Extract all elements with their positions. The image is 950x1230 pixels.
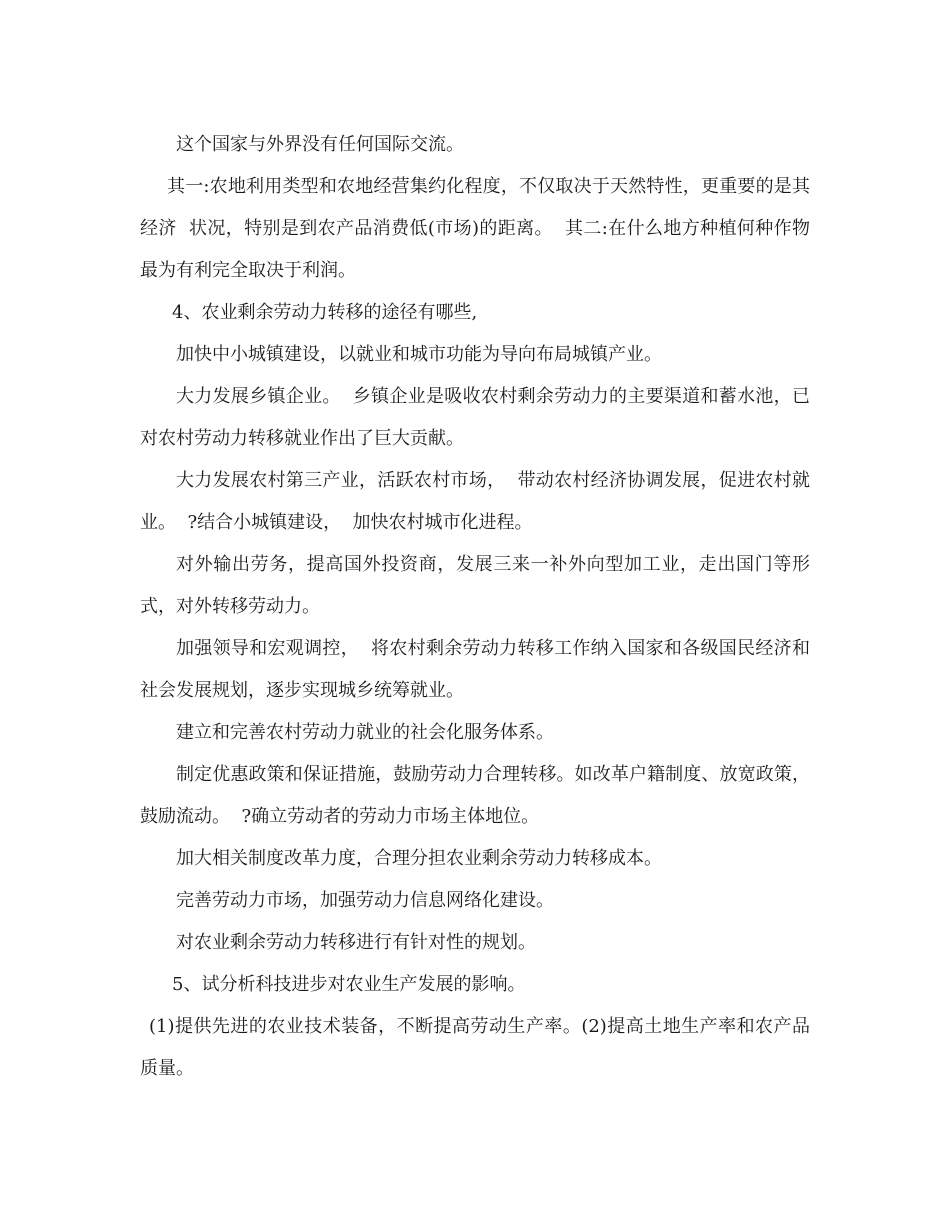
paragraph-macro-control: 加强领导和宏观调控， 将农村剩余劳动力转移工作纳入国家和各级国民经济和社会发展规划，逐步实现城乡统筹就业。 — [140, 638, 810, 701]
paragraph-small-towns: 加快中小城镇建设，以就业和城市功能为导向布局城镇产业。 — [176, 344, 662, 365]
paragraph-land-use: 其一:农地利用类型和农地经营集约化程度，不仅取决于天然特性，更重要的是其经济 状况，特别是到农产品消费低(市场)的距离。 其二:在什么地方种植何种作物最为有利完全取决于利润。 — [140, 176, 810, 281]
paragraph-institutional-reform: 加大相关制度改革力度，合理分担农业剩余劳动力转移成本。 — [176, 848, 662, 869]
document-body — [140, 124, 810, 1090]
question-4-heading: 4、农业剩余劳动力转移的途径有哪些, — [172, 302, 478, 323]
paragraph-township-enterprises: 大力发展乡镇企业。 乡镇企业是吸收农村剩余劳动力的主要渠道和蓄水池，已对农村劳动力转移就业作出了巨大贡献。 — [140, 386, 810, 449]
paragraph-no-exchange: 这个国家与外界没有任何国际交流。 — [176, 134, 464, 155]
paragraph-labor-market: 完善劳动力市场，加强劳动力信息网络化建设。 — [176, 890, 554, 911]
paragraph-service-system: 建立和完善农村劳动力就业的社会化服务体系。 — [176, 722, 554, 743]
paragraph-tertiary-industry: 大力发展农村第三产业，活跃农村市场， 带动农村经济协调发展，促进农村就业。 ?结合小城镇建设， 加快农村城市化进程。 — [140, 470, 810, 533]
paragraph-tech-impact: (1)提供先进的农业技术装备，不断提高劳动生产率。(2)提高土地生产率和农产品质量。 — [140, 1016, 810, 1079]
question-5-heading: 5、试分析科技进步对农业生产发展的影响。 — [172, 974, 526, 995]
paragraph-policies: 制定优惠政策和保证措施，鼓励劳动力合理转移。如改革户籍制度、放宽政策，鼓励流动。 ?确立劳动者的劳动力市场主体地位。 — [140, 764, 810, 827]
paragraph-labor-export: 对外输出劳务，提高国外投资商，发展三来一补外向型加工业，走出国门等形式，对外转移劳动力。 — [140, 554, 810, 617]
paragraph-planning: 对农业剩余劳动力转移进行有针对性的规划。 — [176, 932, 536, 953]
